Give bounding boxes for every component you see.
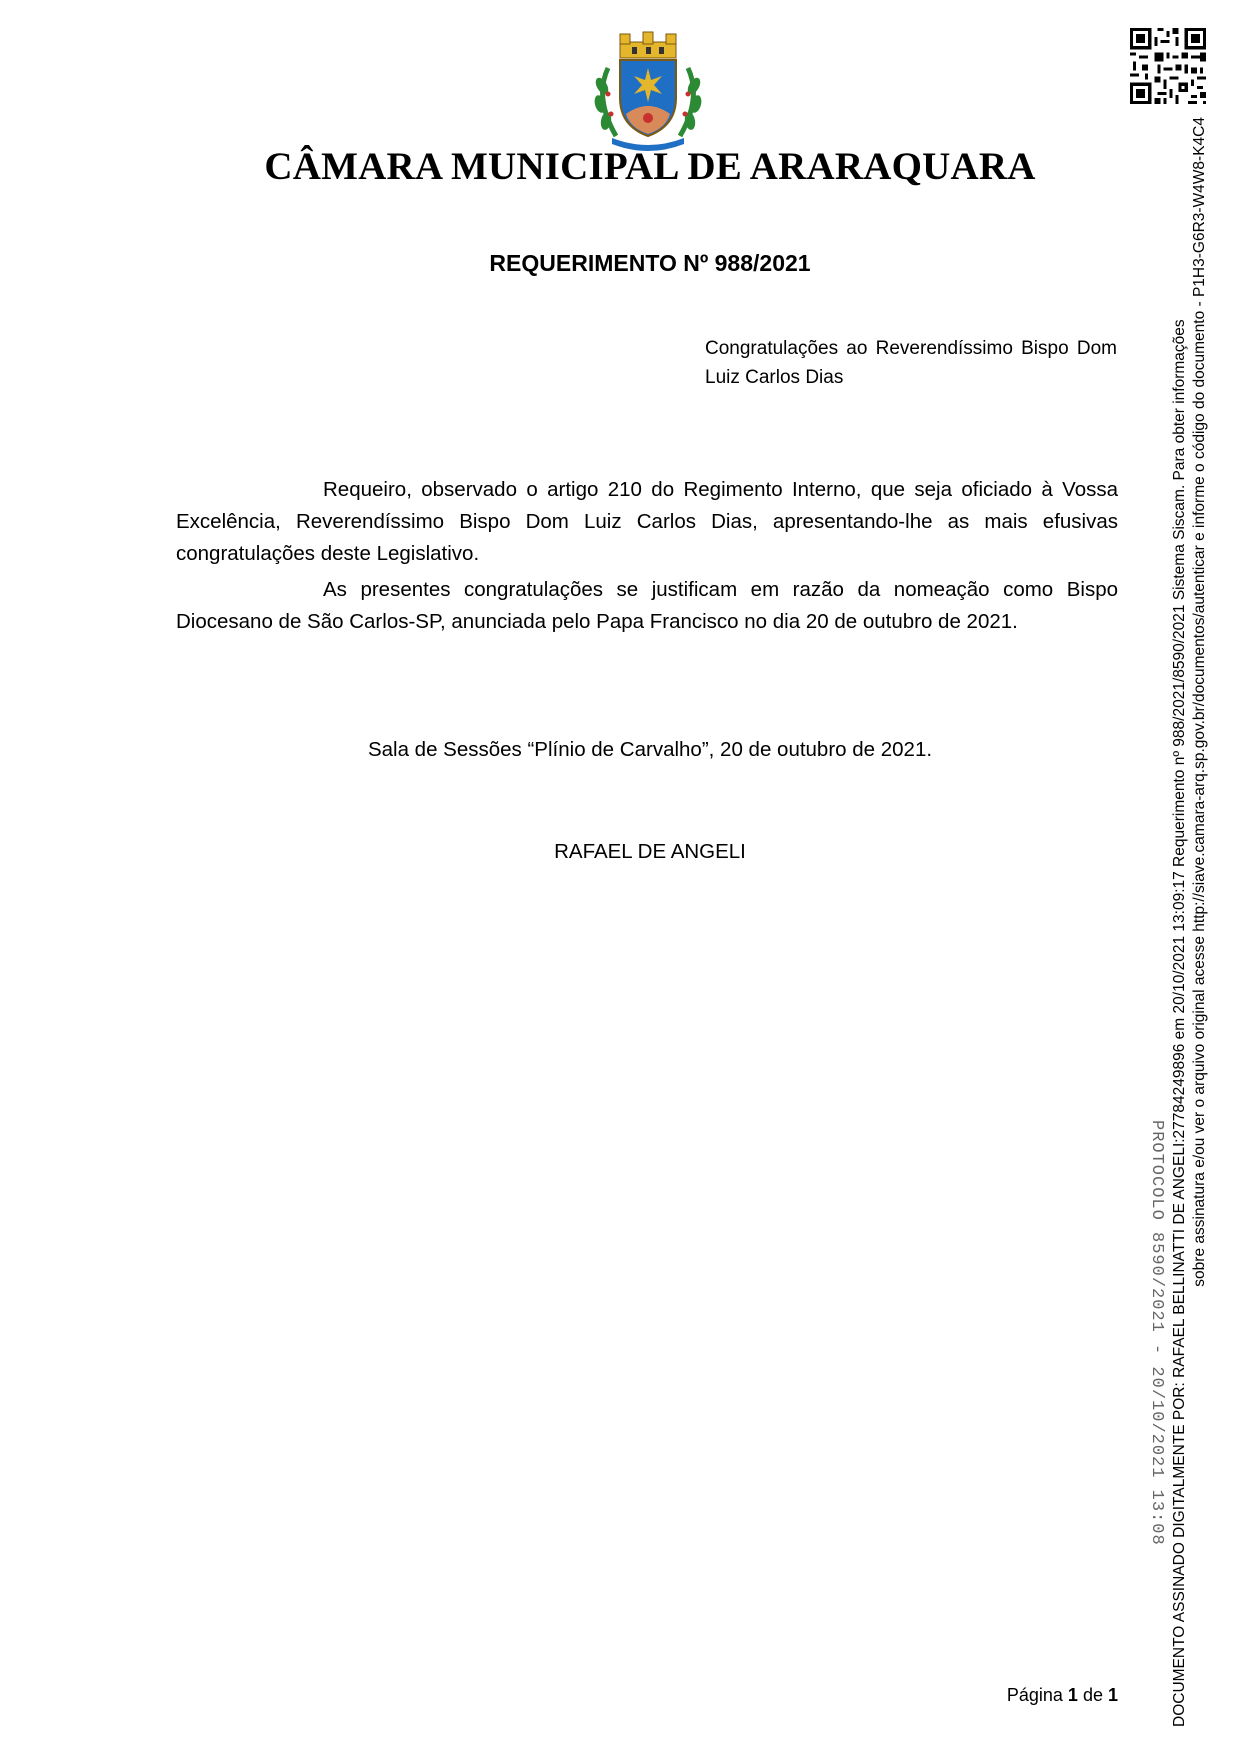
closing-line: Sala de Sessões “Plínio de Carvalho”, 20 de outubro de 2021.	[367, 738, 933, 761]
signature-stamp-line-2: sobre assinatura e/ou ver o arquivo original acesse http://siave.camara-arq.sp.gov.br/documentos/autenticar e informe o código do documento - P1H3-G6R3-W4W8-K4C4	[1191, 117, 1208, 1287]
document-title: REQUERIMENTO Nº 988/2021	[489, 250, 811, 276]
page-number	[1000, 1685, 1118, 1706]
signature-stamp-line-1: DOCUMENTO ASSINADO DIGITALMENTE POR: RAFAEL BELLINATTI DE ANGELI:27784249896 em 20/10/2021 13:09:17 Requerimento nº 988/2021/8590/2021 Sistema Siscam. Para obter informações	[1171, 319, 1188, 1727]
qr-code-icon	[1130, 28, 1206, 104]
page-current: 1	[1067, 1685, 1078, 1705]
page-of: de	[1082, 1685, 1103, 1705]
house-title: CÂMARA MUNICIPAL DE ARARAQUARA	[264, 145, 1036, 188]
signer-name: RAFAEL DE ANGELI	[554, 840, 746, 863]
page-label: Página	[1006, 1685, 1063, 1705]
body-paragraph: Requeiro, observado o artigo 210 do Regimento Interno, que seja oficiado à Vossa Excelência, Reverendíssimo Bispo Dom Luiz Carlos Dias, apresentando-lhe as mais efusivas congratulações deste Legislativo.	[176, 478, 1118, 565]
document-subject: Congratulações ao Reverendíssimo Bispo Dom Luiz Carlos Dias	[705, 338, 1117, 388]
protocol-stamp: PROTOCOLO 8590/2021 - 20/10/2021 13:08	[1147, 1120, 1166, 1546]
page-total: 1	[1107, 1685, 1118, 1705]
document-body	[176, 474, 1118, 642]
city-crest-logo	[586, 28, 710, 152]
digital-signature-stamp	[1170, 117, 1210, 1727]
body-paragraph: As presentes congratulações se justificam em razão da nomeação como Bispo Diocesano de São Carlos-SP, anunciada pelo Papa Francisco no dia 20 de outubro de 2021.	[176, 578, 1118, 633]
